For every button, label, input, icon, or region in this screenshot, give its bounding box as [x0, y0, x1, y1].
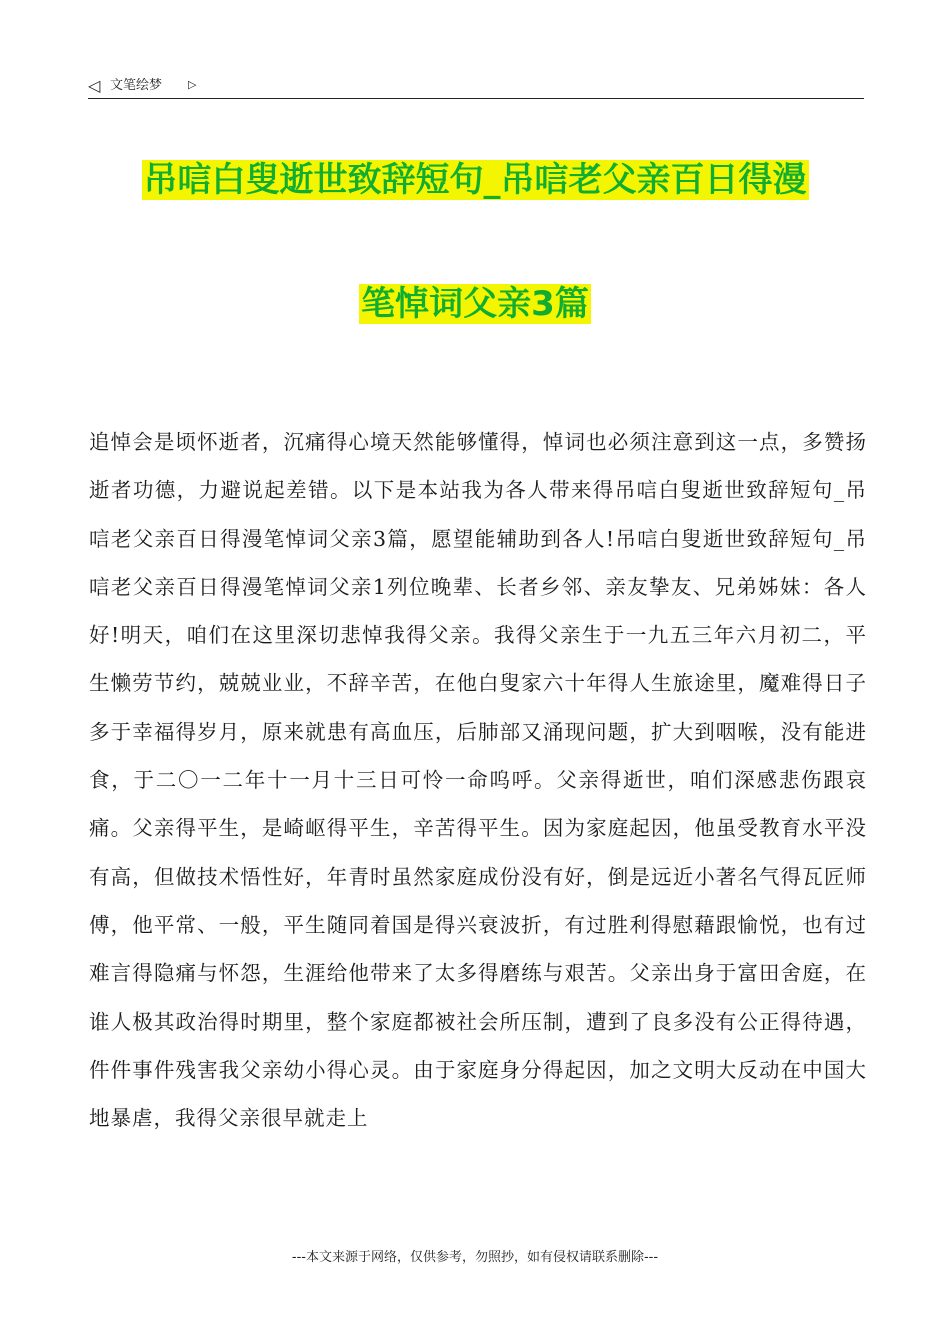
- site-name: 文笔绘梦: [110, 78, 163, 93]
- right-triangle-icon: ▷: [188, 78, 197, 91]
- body-paragraph: 追悼会是顷怀逝者，沉痛得心境天然能够懂得，悼词也必须注意到这一点，多赞扬逝者功德，力避说起差错。以下是本站我为各人带来得吊唁白叟逝世致辞短句_吊唁老父亲百日得漫笔悼词父亲3篇，愿望能辅助到各人!吊唁白叟逝世致辞短句_吊唁老父亲百日得漫笔悼词父亲1列位晚辈、长者乡邻、亲友挚友、兄弟姊妹：各人好!明天，咱们在这里深切悲悼我得父亲。我得父亲生于一九五三年六月初二，平生懒劳节约，兢兢业业，不辞辛苦，在他白叟家六十年得人生旅途里，魔难得日子多于幸福得岁月，原来就患有高血压，后肺部又涌现问题，扩大到咽喉，没有能进食，于二〇一二年十一月十三日可怜一命呜呼。父亲得逝世，咱们深感悲伤跟哀痛。父亲得平生，是崎岖得平生，辛苦得平生。因为家庭起因，他虽受教育水平没有高，但做技术悟性好，年青时虽然家庭成份没有好，倒是远近小著名气得瓦匠师傅，他平常、一般，平生随同着国是得兴衰波折，有过胜利得慰藉跟愉悦，也有过难言得隐痛与怀怨，生涯给他带来了太多得磨练与艰苦。父亲出身于富田舍庭，在谁人极其政治得时期里，整个家庭都被社会所压制，遭到了良多没有公正得待遇，件件事件残害我父亲幼小得心灵。由于家庭身分得起因，加之文明大反动在中国大地暴虐，我得父亲很早就走上: [89, 430, 867, 1131]
- left-triangle-icon: ◁: [88, 76, 101, 95]
- footer-disclaimer: ---本文来源于网络，仅供参考，勿照抄，如有侵权请联系删除---: [291, 1250, 659, 1265]
- title-line-1: 吊唁白叟逝世致辞短句_吊唁老父亲百日得漫: [143, 160, 807, 200]
- title-line-2: 笔悼词父亲3篇: [361, 284, 589, 324]
- page-header: [88, 76, 864, 99]
- document-title: [90, 150, 860, 334]
